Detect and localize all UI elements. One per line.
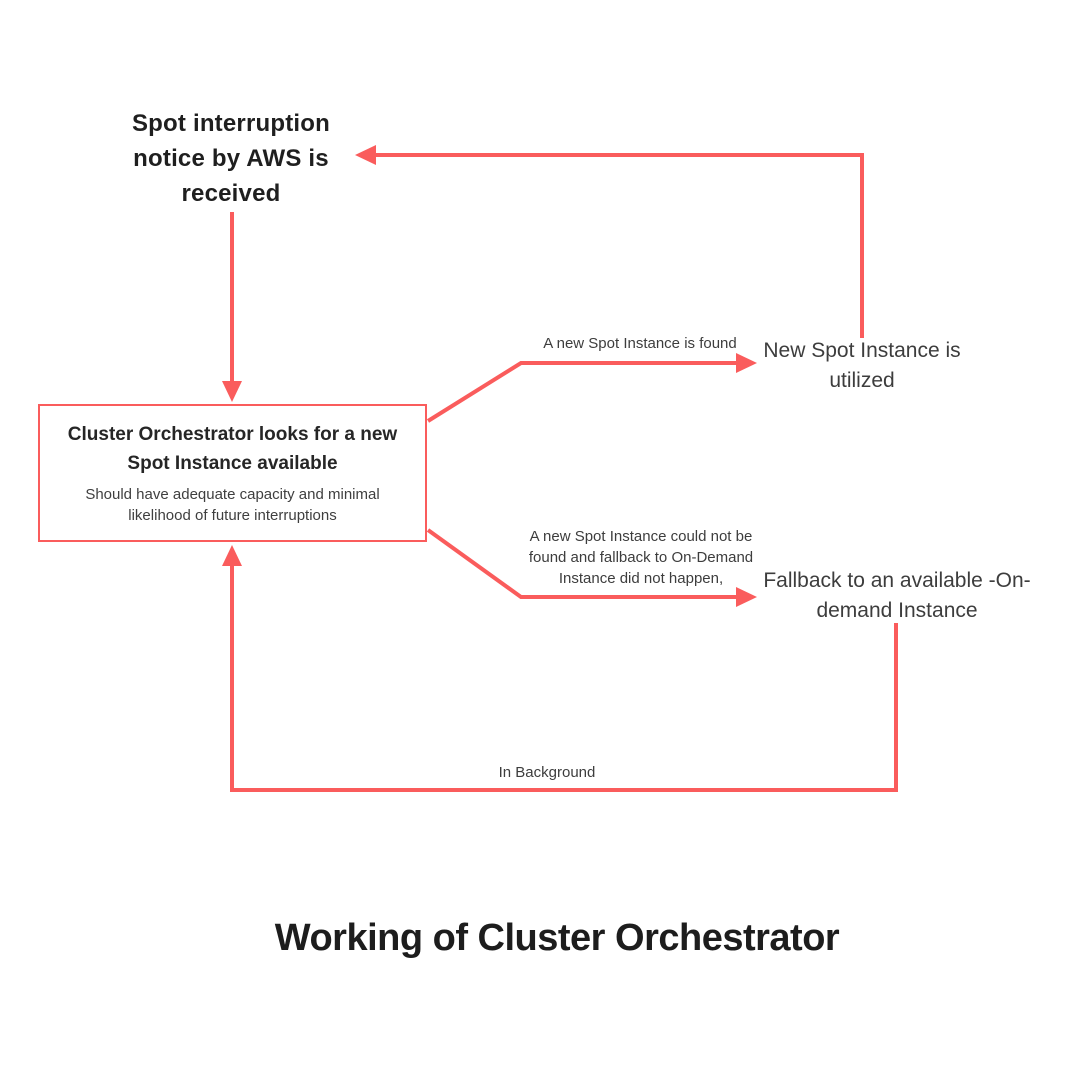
cluster-box-title: Cluster Orchestrator looks for a new Spot Instance available bbox=[67, 424, 398, 474]
edge-box-to-utilized bbox=[428, 363, 740, 421]
node-spot-interruption-notice: Spot interruption notice by AWS is received bbox=[131, 110, 331, 207]
arrowhead-left-to-notice bbox=[355, 145, 376, 165]
edge-label-spot-found: A new Spot Instance is found bbox=[543, 335, 737, 352]
edge-utilized-to-notice bbox=[372, 155, 862, 338]
edge-label-in-background: In Background bbox=[498, 764, 596, 781]
edge-label-spot-not-found: A new Spot Instance could not be found and fallback to On-Demand Instance did not happen, bbox=[528, 528, 754, 587]
node-new-spot-utilized: New Spot Instance is utilized bbox=[763, 339, 961, 392]
arrowhead-down-to-box bbox=[222, 381, 242, 402]
arrowhead-right-to-fallback bbox=[736, 587, 757, 607]
diagram-title: Working of Cluster Orchestrator bbox=[274, 917, 840, 959]
arrowhead-up-to-box bbox=[222, 545, 242, 566]
node-cluster-orchestrator-box bbox=[38, 404, 427, 542]
node-fallback-on-demand: Fallback to an available -On-demand Instance bbox=[763, 569, 1031, 622]
cluster-box-subtitle: Should have adequate capacity and minimal likelihood of future interruptions bbox=[85, 486, 380, 524]
